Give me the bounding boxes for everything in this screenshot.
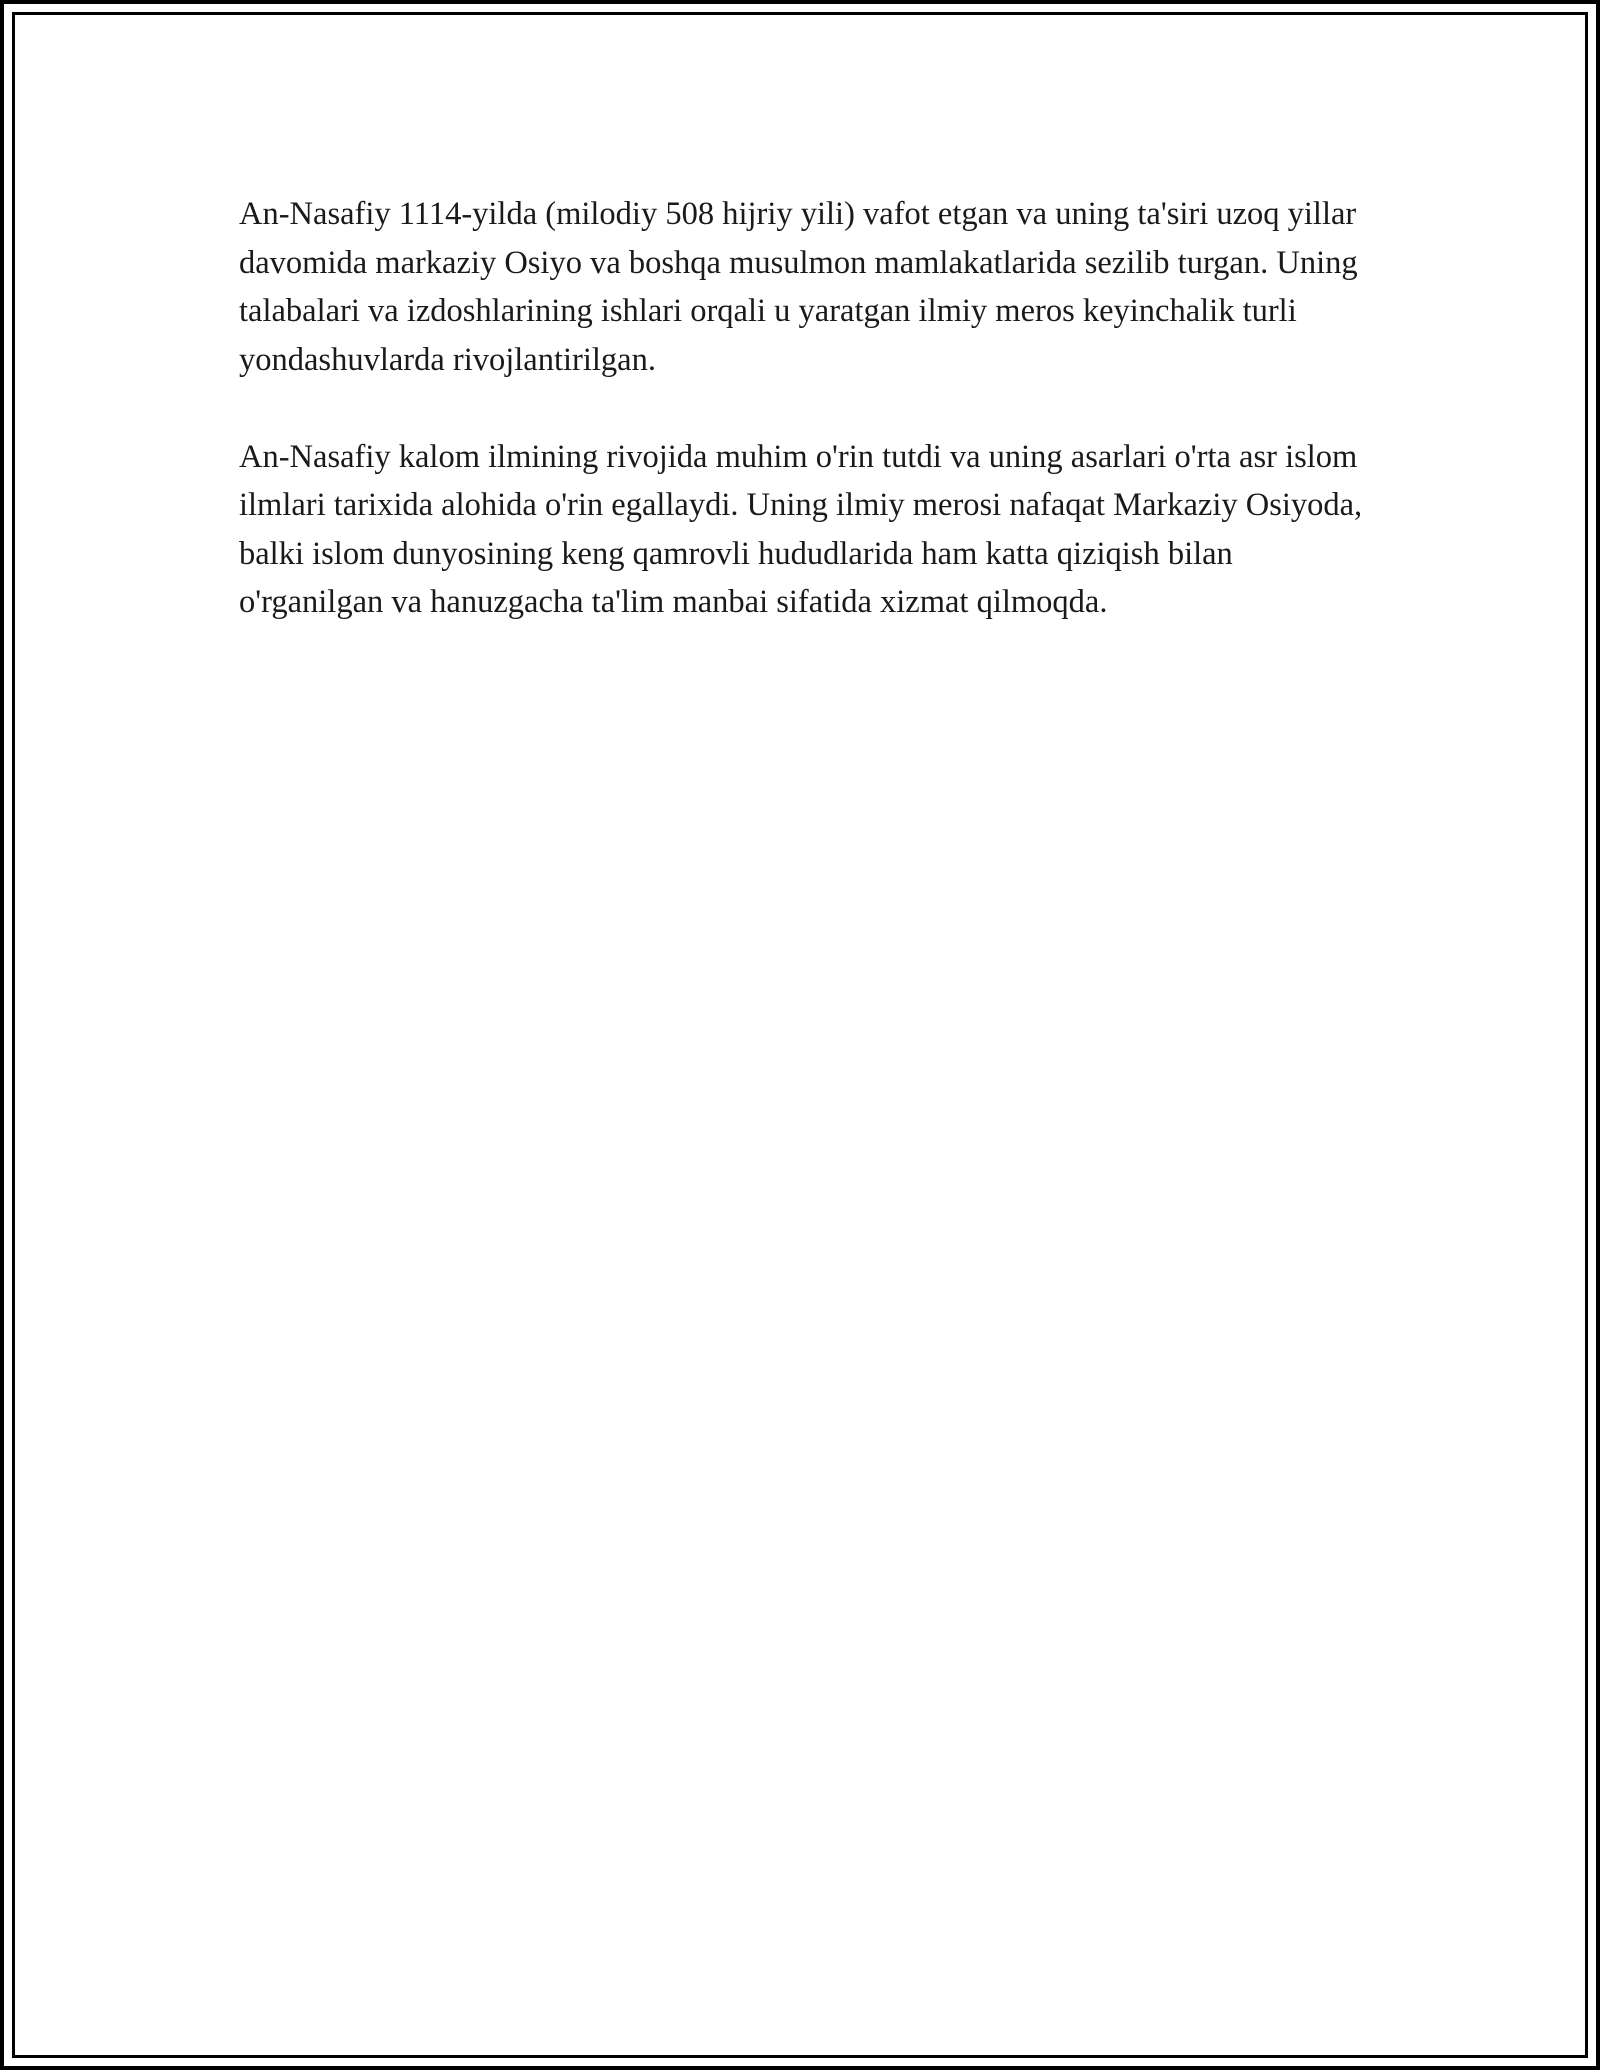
paragraph-1: An-Nasafiy 1114-yilda (milodiy 508 hijriy yili) vafot etgan va uning ta'siri uzoq yillar davomida markaziy Osiyo va boshqa musulmon mamlakatlarida sezilib turgan. Uning talabalari va izdoshlarining ishlari orqali u yaratgan ilmiy meros keyinchalik turli yondashuvlarda rivojlantirilgan. [239, 196, 1358, 378]
paragraph-2: An-Nasafiy kalom ilmining rivojida muhim o'rin tutdi va uning asarlari o'rta asr islom ilmlari tarixida alohida o'rin egallaydi. Uning ilmiy merosi nafaqat Markaziy Osiyoda, balki islom dunyosining keng qamrovli hududlarida ham katta qiziqish bilan o'rganilgan va hanuzgacha ta'lim manbai sifatida xizmat qilmoqda. [239, 438, 1363, 620]
document-body [239, 190, 1369, 675]
